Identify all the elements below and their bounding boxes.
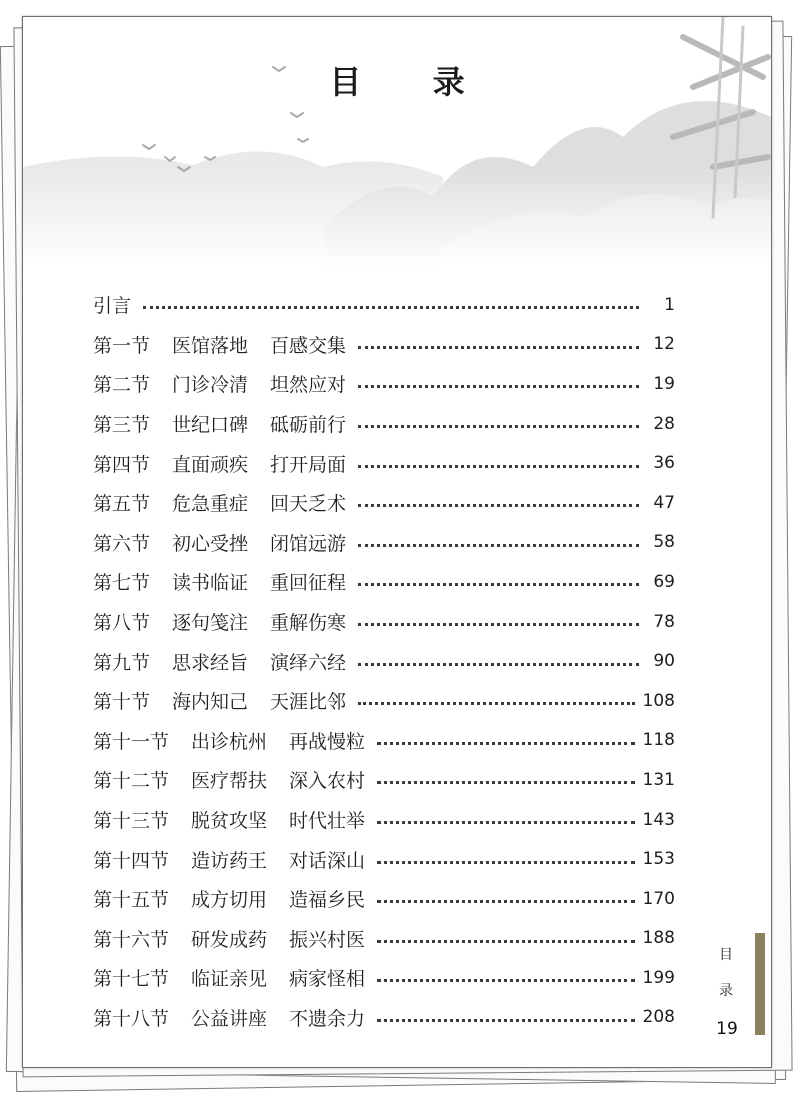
toc-entry [93,721,675,761]
toc-entry [93,602,675,642]
toc-page-number: 90 [653,651,675,672]
toc-title-part1: 公益讲座 [191,1007,268,1030]
leader-dots [358,663,639,666]
leader-dots [358,623,639,626]
page-edge-strip [755,933,765,1035]
toc-page-number: 143 [642,809,675,830]
toc-page-number: 28 [653,413,675,434]
toc-title-part2: 演绎六经 [270,651,347,674]
toc-section: 第十六节 [93,928,170,951]
toc-section: 第十三节 [93,810,170,833]
toc-title-part2: 再战慢粒 [289,730,366,753]
toc-title-part1: 脱贫攻坚 [191,810,268,833]
toc-title-part1: 直面顽疾 [172,453,249,476]
toc-entry [93,523,675,563]
toc-title-part2: 打开局面 [270,453,347,476]
toc-title-part2: 重解伤寒 [270,612,347,635]
page-number: 19 [716,1019,738,1039]
leader-dots [358,385,639,388]
toc-section: 第五节 [93,493,151,516]
running-title-char: 目 [719,947,733,963]
toc-entry [93,404,675,444]
leader-dots [377,742,635,745]
toc-title-part2: 深入农村 [289,770,366,793]
running-section-title [711,937,741,1009]
toc-title-part2: 造福乡民 [289,889,366,912]
toc-entry [93,641,675,681]
toc-page-number: 19 [653,373,675,394]
toc-title-part2: 坦然应对 [270,374,347,397]
toc-title-part1: 海内知己 [172,691,249,714]
ink-wash-landscape-icon [23,17,771,267]
leader-dots [358,425,639,428]
toc-page-number: 108 [642,690,675,711]
toc-title-part1: 临证亲见 [191,968,268,991]
toc-section: 第十节 [93,691,151,714]
toc-entry [93,562,675,602]
toc-section: 第十七节 [93,968,170,991]
leader-dots [358,504,639,507]
toc-entry [93,760,675,800]
toc-title-part1: 危急重症 [172,493,249,516]
toc-section: 第三节 [93,414,151,437]
toc-section: 引言 [93,295,132,318]
toc-entry [93,919,675,959]
toc-section: 第八节 [93,612,151,635]
toc-title-part2: 不遗余力 [289,1007,366,1030]
toc-page-number: 208 [642,1007,675,1028]
toc-entry [93,839,675,879]
toc-page-number: 58 [653,532,675,553]
book-page [22,16,772,1068]
toc-section: 第十二节 [93,770,170,793]
toc-entry [93,879,675,919]
toc-title-part2: 百感交集 [270,334,347,357]
toc-title-part1: 门诊冷清 [172,374,249,397]
toc-page-number: 131 [642,769,675,790]
toc-title-part1: 研发成药 [191,928,268,951]
leader-dots [143,306,639,309]
toc-title-part1: 出诊杭州 [191,730,268,753]
toc-title-part1: 医馆落地 [172,334,249,357]
toc-title-part2: 天涯比邻 [270,691,347,714]
toc-entry [93,364,675,404]
toc-title-part1: 初心受挫 [172,532,249,555]
toc-title-part2: 时代壮举 [289,810,366,833]
toc-section: 第十四节 [93,849,170,872]
toc-entry [93,483,675,523]
toc-title-part1: 读书临证 [172,572,249,595]
toc-section: 第七节 [93,572,151,595]
toc-title-part1: 思求经旨 [172,651,249,674]
toc-title-part2: 闭馆远游 [270,532,347,555]
toc-title-part2: 振兴村医 [289,928,366,951]
toc-page-number: 1 [664,294,675,315]
toc-entry [93,958,675,998]
toc-title-part2: 重回征程 [270,572,347,595]
toc-page-number: 199 [642,967,675,988]
toc-title-part1: 医疗帮扶 [191,770,268,793]
toc-section: 第二节 [93,374,151,397]
toc-title-part2: 砥砺前行 [270,414,347,437]
toc-entry [93,285,675,325]
leader-dots [377,861,635,864]
leader-dots [377,979,635,982]
table-of-contents [93,285,675,1037]
leader-dots [358,544,639,547]
leader-dots [358,465,639,468]
leader-dots [358,583,639,586]
toc-title-part2: 对话深山 [289,849,366,872]
toc-title-part1: 逐句笺注 [172,612,249,635]
toc-section: 第十一节 [93,730,170,753]
toc-page-number: 78 [653,611,675,632]
toc-section: 第十八节 [93,1007,170,1030]
toc-entry [93,681,675,721]
toc-entry [93,443,675,483]
toc-section: 第一节 [93,334,151,357]
toc-title-part1: 世纪口碑 [172,414,249,437]
toc-entry [93,800,675,840]
toc-page-number: 12 [653,334,675,355]
leader-dots [377,940,635,943]
toc-page-number: 118 [642,730,675,751]
toc-title-part1: 造访药王 [191,849,268,872]
toc-page-number: 153 [642,849,675,870]
toc-page-number: 188 [642,928,675,949]
toc-entry [93,998,675,1038]
toc-title-part2: 回天乏术 [270,493,347,516]
leader-dots [377,900,635,903]
toc-title-part2: 病家怪相 [289,968,366,991]
leader-dots [377,1019,635,1022]
toc-page-number: 69 [653,571,675,592]
toc-page-number: 170 [642,888,675,909]
leader-dots [358,702,635,705]
toc-page-number: 47 [653,492,675,513]
page-title: 目 录 [329,63,495,101]
leader-dots [358,346,639,349]
toc-page-number: 36 [653,453,675,474]
toc-entry [93,325,675,365]
toc-section: 第九节 [93,651,151,674]
toc-section: 第十五节 [93,889,170,912]
running-title-char: 录 [719,983,733,999]
toc-title-part1: 成方切用 [191,889,268,912]
leader-dots [377,781,635,784]
toc-section: 第六节 [93,532,151,555]
toc-section: 第四节 [93,453,151,476]
leader-dots [377,821,635,824]
